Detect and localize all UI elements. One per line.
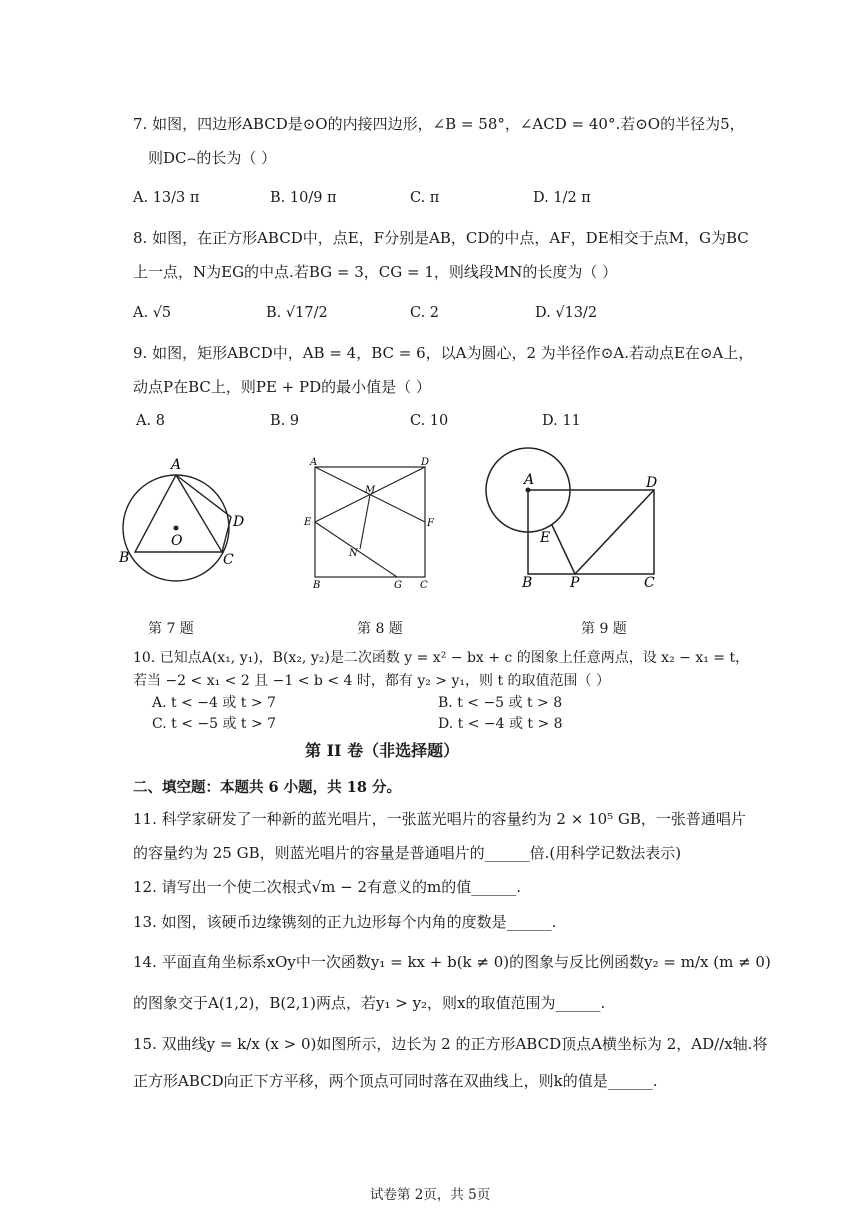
fig9-point-a bbox=[526, 488, 531, 493]
q9-option-a: A. 8 bbox=[136, 413, 165, 429]
fig8-label-c: C bbox=[420, 580, 428, 591]
q7-option-d: D. 1/2 π bbox=[533, 190, 591, 206]
fig9-label-p: P bbox=[570, 575, 580, 591]
q7-stem-line2: 则DC⌢的长为（ ） bbox=[148, 149, 277, 167]
figure-7-circle-quadrilateral bbox=[110, 450, 260, 600]
figure-8-caption: 第 8 题 bbox=[357, 621, 403, 637]
fig9-label-c: C bbox=[644, 575, 655, 591]
q9-option-d: D. 11 bbox=[542, 413, 581, 429]
fig7-label-b: B bbox=[119, 550, 130, 566]
q13-stem: 13. 如图，该硬币边缘镌刻的正九边形每个内角的度数是______. bbox=[133, 913, 557, 931]
q8-stem-line2: 上一点，N为EG的中点.若BG = 3，CG = 1，则线段MN的长度为（ ） bbox=[133, 263, 618, 281]
fig7-label-o: O bbox=[171, 533, 183, 549]
fig8-line-mn bbox=[360, 495, 370, 549]
fig9-label-d: D bbox=[646, 475, 658, 491]
fig8-label-n: N bbox=[349, 548, 358, 559]
section-2-title: 二、填空题：本题共 6 小题，共 18 分。 bbox=[133, 779, 401, 796]
q14-stem-line1: 14. 平面直角坐标系xOy中一次函数y₁ = kx + b(k ≠ 0)的图象与反比例函数y₂ = m/x (m ≠ 0) bbox=[133, 953, 771, 971]
part-2-heading: 第 II 卷（非选择题） bbox=[305, 741, 460, 760]
fig8-label-d: D bbox=[421, 457, 430, 468]
fig7-center-point bbox=[174, 526, 179, 531]
q10-stem-line2: 若当 −2 < x₁ < 2 且 −1 < b < 4 时，都有 y₂ > y₁，则 t 的取值范围（ ） bbox=[133, 673, 610, 689]
q10-option-a: A. t < −4 或 t > 7 bbox=[152, 695, 276, 711]
q7-option-a: A. 13/3 π bbox=[133, 190, 200, 206]
q9-stem-line1: 9. 如图，矩形ABCD中，AB = 4，BC = 6，以A为圆心，2 为半径作⊙A.若动点E在⊙A上， bbox=[133, 344, 754, 362]
q11-stem-line1: 11. 科学家研发了一种新的蓝光唱片，一张蓝光唱片的容量约为 2 × 10⁵ GB，一张普通唱片 bbox=[133, 810, 746, 828]
q7-stem-line1: 7. 如图，四边形ABCD是⊙O的内接四边形，∠B = 58°，∠ACD = 40°.若⊙O的半径为5， bbox=[133, 115, 745, 133]
q8-option-d: D. √13/2 bbox=[535, 305, 598, 321]
q9-option-c: C. 10 bbox=[410, 413, 449, 429]
q8-option-a: A. √5 bbox=[133, 305, 172, 321]
q10-option-c: C. t < −5 或 t > 7 bbox=[152, 716, 277, 732]
fig7-label-a: A bbox=[171, 457, 182, 473]
figure-8-square bbox=[300, 455, 445, 595]
page-footer: 试卷第 2页，共 5页 bbox=[370, 1187, 491, 1203]
fig7-segment-a-d-c bbox=[176, 475, 231, 552]
q8-option-c: C. 2 bbox=[410, 305, 440, 321]
fig8-label-e: E bbox=[304, 517, 312, 528]
fig7-label-c: C bbox=[223, 552, 234, 568]
fig8-label-b: B bbox=[313, 580, 321, 591]
fig8-label-g: G bbox=[394, 580, 402, 591]
fig9-label-b: B bbox=[522, 575, 533, 591]
fig8-square-abcd bbox=[315, 467, 425, 577]
fig8-label-a: A bbox=[310, 457, 318, 468]
fig8-label-m: M bbox=[365, 485, 376, 496]
q9-stem-line2: 动点P在BC上，则PE + PD的最小值是（ ） bbox=[133, 378, 431, 396]
fig9-label-a: A bbox=[524, 472, 535, 488]
q8-stem-line1: 8. 如图，在正方形ABCD中，点E，F分别是AB，CD的中点，AF，DE相交于点M，G为BC bbox=[133, 229, 749, 247]
q9-option-b: B. 9 bbox=[270, 413, 300, 429]
q7-option-b: B. 10/9 π bbox=[270, 190, 337, 206]
q15-stem-line2: 正方形ABCD向正下方平移，两个顶点可同时落在双曲线上，则k的值是______. bbox=[133, 1072, 658, 1090]
fig9-label-e: E bbox=[540, 530, 551, 546]
q15-stem-line1: 15. 双曲线y = k/x (x > 0)如图所示，边长为 2 的正方形ABCD顶点A横坐标为 2，AD//x轴.将 bbox=[133, 1035, 768, 1053]
figure-9-caption: 第 9 题 bbox=[581, 621, 627, 637]
figure-7-caption: 第 7 题 bbox=[148, 621, 194, 637]
q8-option-b: B. √17/2 bbox=[266, 305, 328, 321]
fig8-label-f: F bbox=[427, 518, 434, 529]
q10-stem-line1: 10. 已知点A(x₁, y₁)，B(x₂, y₂)是二次函数 y = x² − bx + c 的图象上任意两点，设 x₂ − x₁ = t， bbox=[133, 650, 750, 666]
q11-stem-line2: 的容量约为 25 GB，则蓝光唱片的容量是普通唱片的______倍.(用科学记数法表示) bbox=[133, 844, 682, 862]
q10-option-d: D. t < −4 或 t > 8 bbox=[438, 716, 563, 732]
q10-option-b: B. t < −5 或 t > 8 bbox=[438, 695, 563, 711]
q12-stem: 12. 请写出一个使二次根式√m − 2有意义的m的值______. bbox=[133, 878, 522, 896]
q7-option-c: C. π bbox=[410, 190, 440, 206]
q14-stem-line2: 的图象交于A(1,2)，B(2,1)两点，若y₁ > y₂，则x的取值范围为______. bbox=[133, 994, 606, 1012]
fig7-label-d: D bbox=[233, 514, 245, 530]
figure-9-rectangle-circle bbox=[480, 445, 670, 595]
